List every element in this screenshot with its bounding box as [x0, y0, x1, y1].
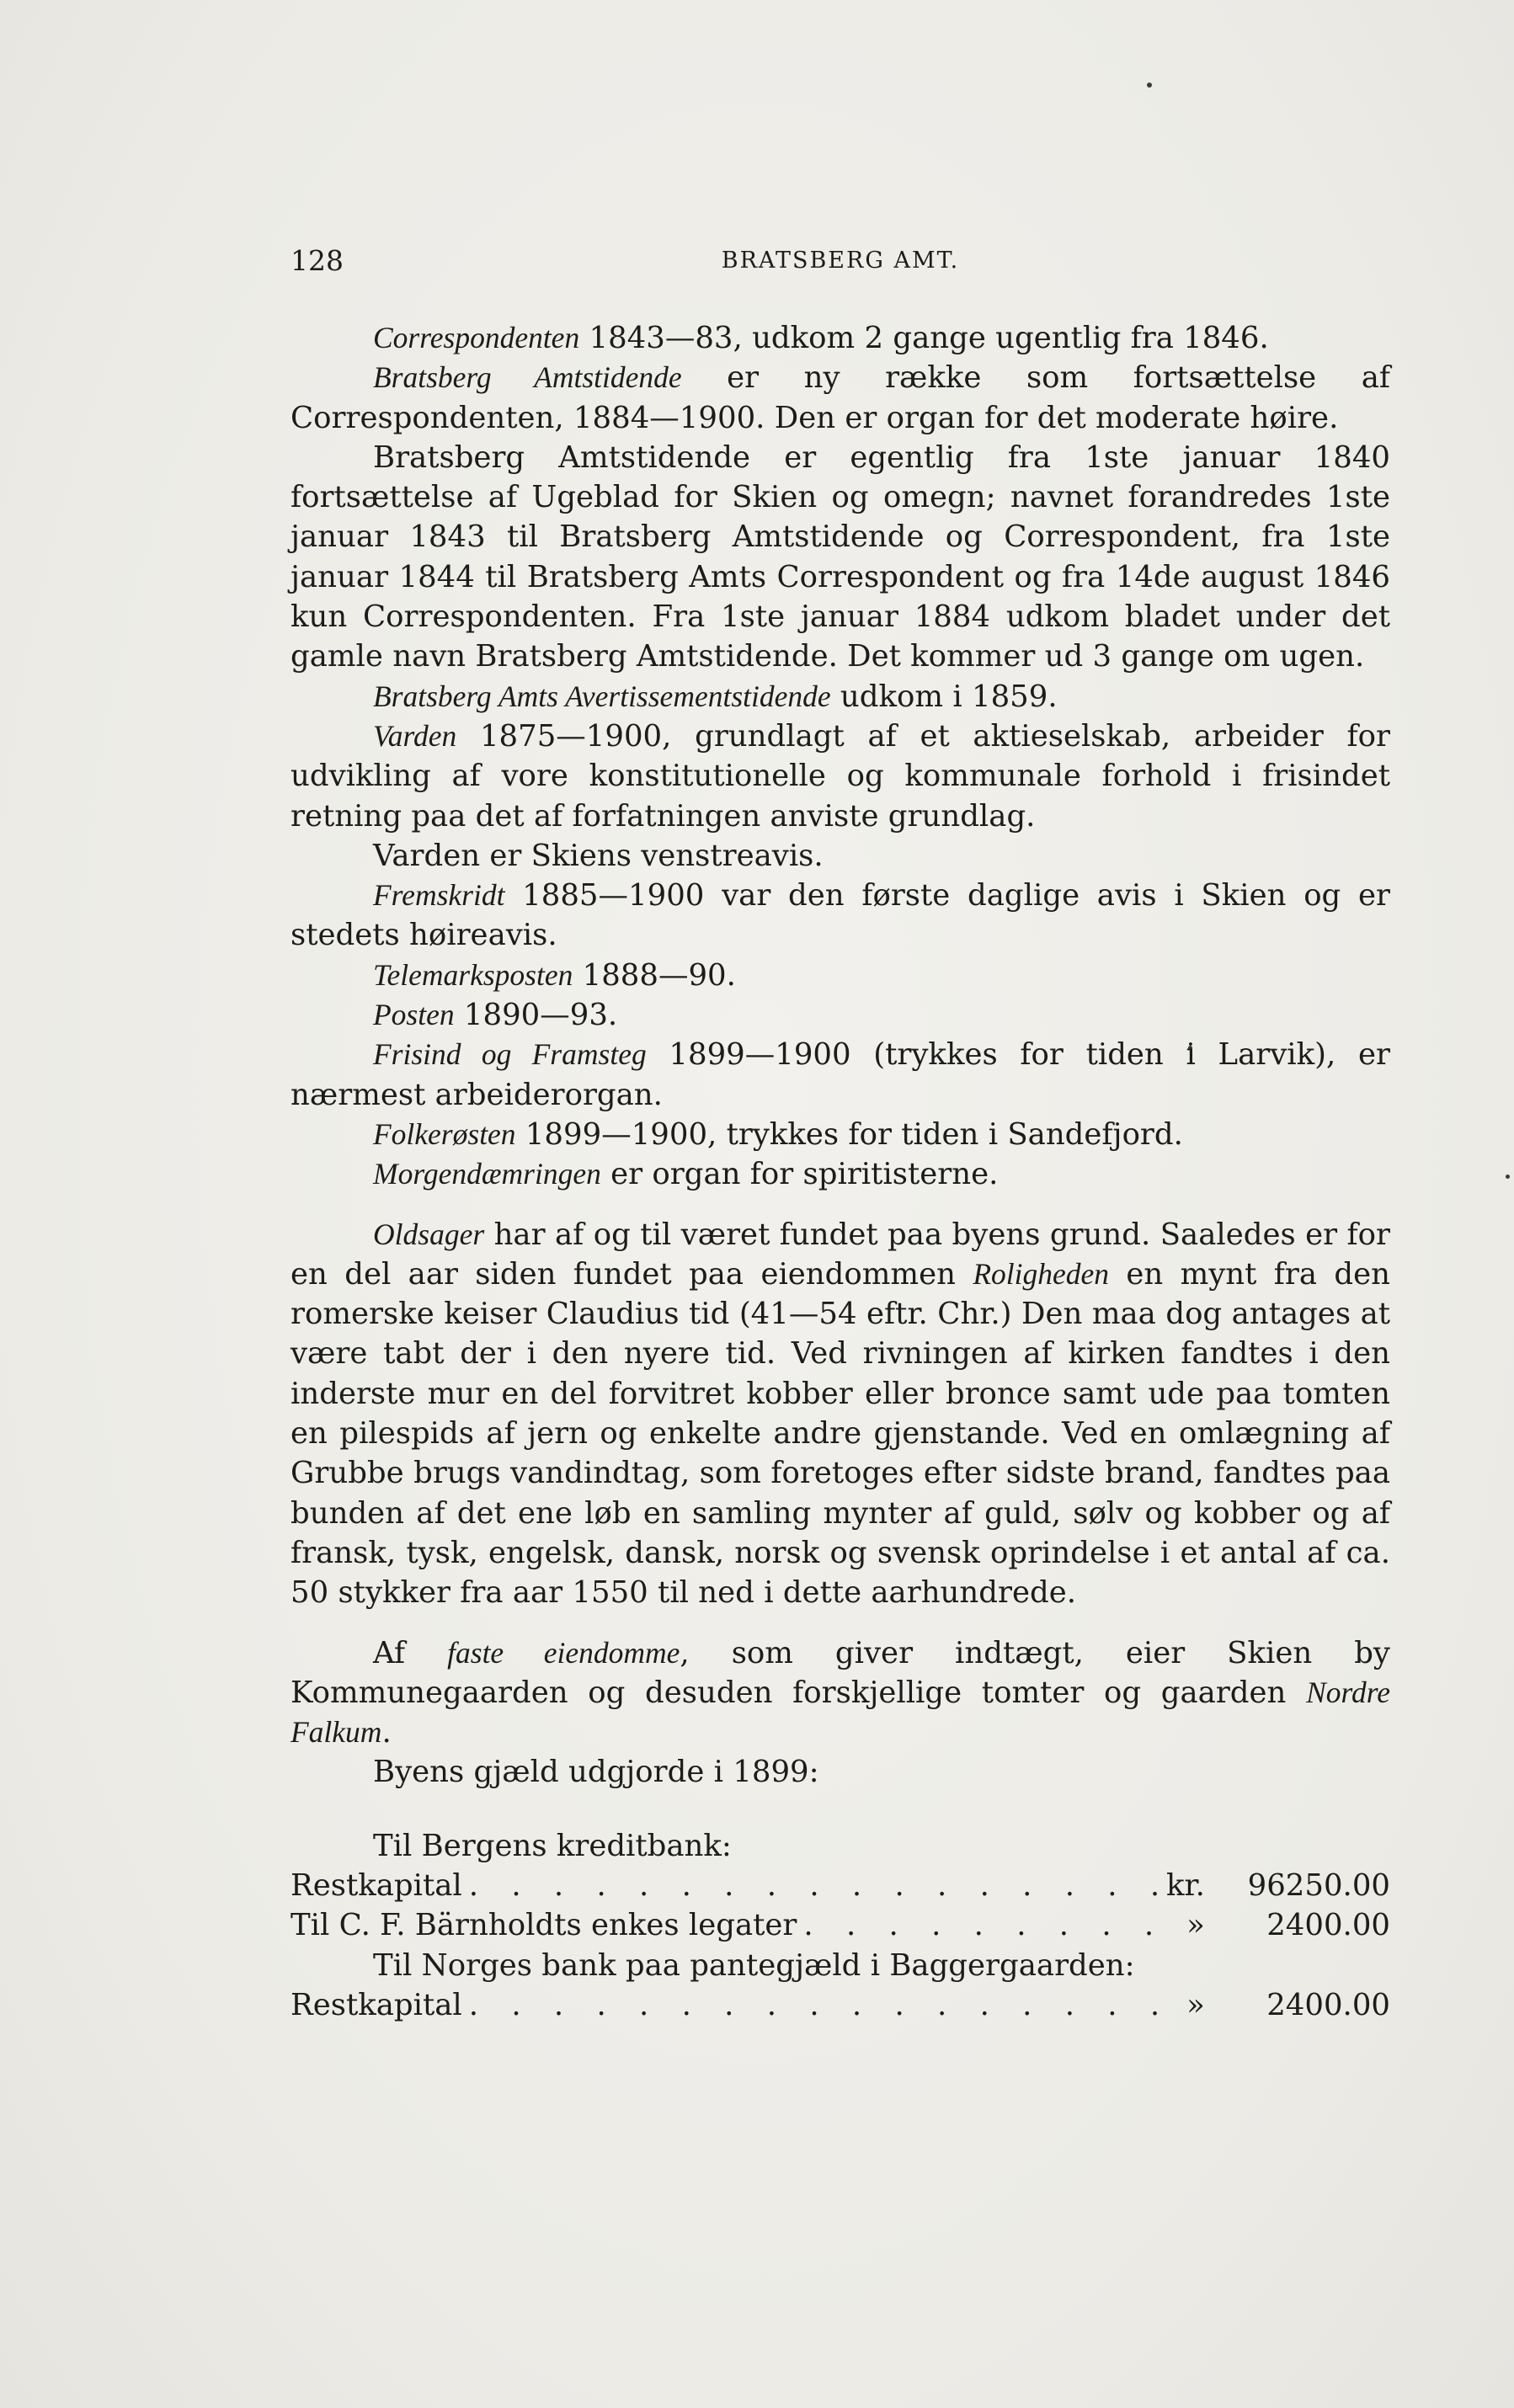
debt-currency: kr. — [1166, 1867, 1205, 1903]
section-gap — [291, 1613, 1390, 1633]
paragraph — [291, 1633, 1390, 1753]
paragraph — [291, 956, 1390, 995]
paragraph-text: har af og til været fundet paa byens grund. Saaledes er for en del aar siden fundet paa eiendommen — [291, 1217, 1390, 1292]
ink-speck — [1506, 1175, 1510, 1179]
debt-heading-bergens — [291, 1826, 1390, 1866]
paragraph — [291, 1035, 1390, 1115]
italic-term: Morgendæmringen — [373, 1157, 601, 1191]
italic-term: Folkerøsten — [373, 1116, 516, 1151]
paragraph — [291, 677, 1390, 717]
page-header — [291, 244, 1390, 286]
debt-label: Til C. F. Bärnholdts enkes legater — [291, 1908, 797, 1943]
section-gap — [291, 1793, 1390, 1826]
paragraph — [291, 995, 1390, 1035]
paragraph-text: 1875—1900, grundlagt af et aktieselskab, arbeider for udvikling af vore konstitutionelle og kommunale forhold i frisindet retning paa det af forfatningen anviste grundlag. — [291, 718, 1390, 834]
paragraph-text: 1890—93. — [454, 998, 618, 1033]
paragraph-text: Bratsberg Amtstidende er egentlig fra 1ste januar 1840 fortsættelse af Ugeblad for Skien og omegn; navnet forandredes 1ste januar 1843 til Bratsberg Amtstidende og Correspondent, fra 1ste januar 1844 til Bratsberg Amts Correspondent og fra 14de august 1846 kun Correspondenten. Fra 1ste januar 1884 udkom bladet under det gamle navn Bratsberg Amtstidende. Det kommer ud 3 gange om ugen. — [291, 440, 1390, 674]
debt-row — [291, 1985, 1390, 2025]
paragraph-text: Byens gjæld udgjorde i 1899: — [373, 1755, 819, 1790]
paragraph — [291, 717, 1390, 836]
italic-term: Fremskridt — [373, 878, 505, 913]
debt-amount: 2400.00 — [1266, 1908, 1390, 1943]
page-body — [291, 318, 1390, 2025]
paragraph-text: 1843—83, udkom 2 gange ugentlig fra 1846. — [579, 321, 1269, 355]
paragraph-text: 1899—1900 (trykkes for tiden i Larvik), er nærmest arbeiderorgan. — [291, 1037, 1390, 1112]
paragraph-text: er ny række som fortsættelse af Correspondenten, 1884—1900. Den er organ for det moderate høire. — [291, 360, 1390, 435]
italic-term: Nordre Falkum — [291, 1675, 1390, 1750]
italic-term: Bratsberg Amtstidende — [373, 360, 682, 395]
debt-amount: 2400.00 — [1266, 1987, 1390, 2022]
debt-amount: 96250.00 — [1247, 1867, 1390, 1903]
dot-leader — [469, 1985, 1159, 2025]
italic-term: Telemarksposten — [373, 957, 573, 992]
page-number: 128 — [291, 244, 344, 277]
debt-label: Restkapital — [291, 1867, 462, 1903]
paragraph-text: Varden er Skiens venstreavis. — [373, 838, 824, 873]
section-gap — [291, 1195, 1390, 1215]
paragraph-list — [291, 318, 1390, 1793]
debt-heading-text: Til Bergens kreditbank: — [373, 1828, 732, 1863]
paragraph-text: 1885—1900 var den første daglige avis i Skien og er stedets høireavis. — [291, 878, 1390, 953]
debt-currency: » — [1186, 1987, 1205, 2022]
paragraph — [291, 438, 1390, 677]
debt-label: Restkapital — [291, 1987, 462, 2022]
paragraph-text: 1888—90. — [573, 957, 736, 993]
paragraph-text: 1899—1900, trykkes for tiden i Sandefjord. — [515, 1116, 1183, 1152]
italic-term: Roligheden — [973, 1256, 1110, 1291]
italic-term: Frisind og Framsteg — [373, 1037, 647, 1072]
paragraph-text: . — [381, 1715, 392, 1750]
paragraph-text: en mynt fra den romerske keiser Claudius tid (41—54 eftr. Chr.) Den maa dog antages at være tabt der i den nyere tid. Ved rivningen af kirken fandtes i den inderste mur en del forvitret kobber eller bronce samt ude paa tomten en pilespids af jern og enkelte andre gjenstande. Ved en omlægning af Grubbe brugs vandindtag, som foretoges efter sidste brand, fandtes paa bunden af det ene løb en samling mynter af guld, sølv og kobber og af fransk, tysk, engelsk, dansk, norsk og svensk oprindelse i et antal af ca. 50 stykker fra aar 1550 til ned i dette aarhundrede. — [291, 1256, 1390, 1611]
italic-term: faste eiendomme — [447, 1635, 680, 1670]
paragraph — [291, 1215, 1390, 1613]
italic-term: Oldsager — [373, 1217, 485, 1251]
italic-term: Posten — [373, 998, 455, 1032]
debt-row — [291, 1866, 1390, 1905]
ink-speck — [1147, 83, 1152, 88]
paragraph — [291, 876, 1390, 956]
italic-term: Bratsberg Amts Avertissementstidende — [373, 679, 831, 713]
paragraph — [291, 1752, 1390, 1792]
running-title: BRATSBERG AMT. — [721, 248, 960, 274]
dot-leader — [803, 1905, 1159, 1945]
debt-heading-text: Til Norges bank paa pantegjæld i Baggergaarden: — [373, 1947, 1135, 1983]
paragraph-text: udkom i 1859. — [830, 679, 1058, 714]
paragraph — [291, 1154, 1390, 1194]
paragraph — [291, 1115, 1390, 1154]
paragraph — [291, 358, 1390, 438]
paragraph — [291, 318, 1390, 358]
debt-row — [291, 1905, 1390, 1945]
italic-term: Correspondenten — [373, 321, 580, 354]
paragraph-text: er organ for spiritisterne. — [600, 1157, 999, 1192]
paragraph — [291, 836, 1390, 876]
debt-heading-norges — [291, 1946, 1390, 1985]
paragraph-text: , som giver indtægt, eier Skien by Kommunegaarden og desuden forskjellige tomter og gaarden — [291, 1635, 1390, 1710]
italic-term: Varden — [373, 718, 457, 753]
debt-currency: » — [1186, 1908, 1205, 1943]
paragraph-text: Af — [373, 1635, 448, 1670]
dot-leader — [469, 1866, 1159, 1905]
